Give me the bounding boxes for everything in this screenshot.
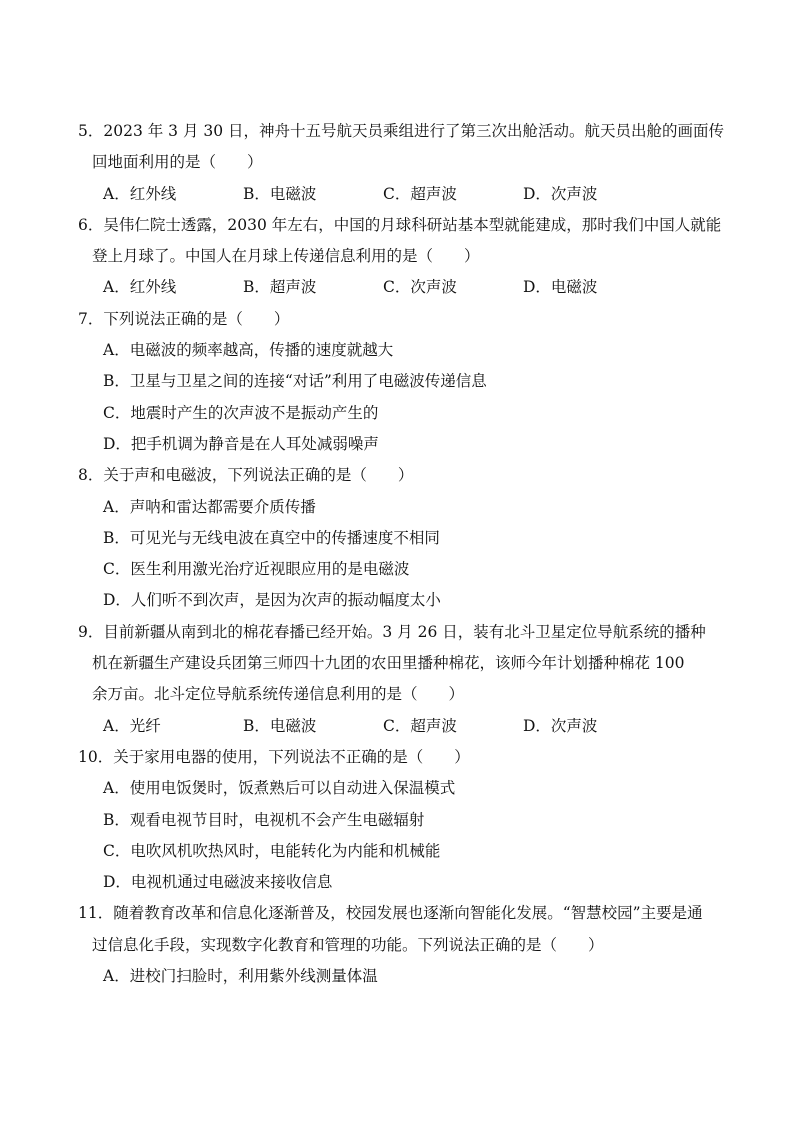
- options-row: [78, 711, 728, 742]
- option-c: C．超声波: [383, 184, 457, 203]
- options-row: [78, 272, 728, 303]
- stem-line: 下列说法正确的是（ ）: [103, 309, 290, 328]
- question-list: [78, 116, 728, 992]
- question-6: [78, 210, 728, 304]
- option-d: D．电磁波: [523, 278, 598, 297]
- option-b: B．观看电视节目时，电视机不会产生电磁辐射: [103, 810, 425, 829]
- question-9: [78, 617, 728, 742]
- question-number: 10．: [78, 747, 114, 766]
- option-a: A．使用电饭煲时，饭煮熟后可以自动进入保温模式: [103, 779, 456, 798]
- question-stem: [78, 460, 728, 491]
- option-d: D．次声波: [523, 716, 598, 735]
- stem-line: 登上月球了。中国人在月球上传递信息利用的是（ ）: [92, 247, 480, 266]
- option-b: B．卫星与卫星之间的连接“对话”利用了电磁波传递信息: [103, 372, 487, 391]
- question-stem: [78, 116, 728, 147]
- option-d: D．次声波: [523, 184, 598, 203]
- question-11: [78, 898, 728, 992]
- question-number: 8．: [78, 466, 104, 485]
- question-5: [78, 116, 728, 210]
- question-stem: [78, 742, 728, 773]
- option-a: A．声呐和雷达都需要介质传播: [103, 497, 316, 516]
- question-8: [78, 460, 728, 616]
- question-stem: [78, 210, 728, 241]
- question-stem: [78, 898, 728, 929]
- stem-line: 2023 年 3 月 30 日，神舟十五号航天员乘组进行了第三次出舱活动。航天员出舱的画面传: [103, 122, 725, 140]
- question-number: 11．: [78, 904, 114, 923]
- question-stem: [78, 304, 728, 335]
- option-c: C．次声波: [383, 278, 457, 297]
- stem-line: 目前新疆从南到北的棉花春播已经开始。3 月 26 日，装有北斗卫星定位导航系统的播种: [103, 622, 706, 641]
- stem-line: 余万亩。北斗定位导航系统传递信息利用的是（ ）: [92, 685, 465, 704]
- stem-line: 机在新疆生产建设兵团第三师四十九团的农田里播种棉花，该师今年计划播种棉花 100: [92, 654, 685, 673]
- option-a: A．进校门扫脸时，利用紫外线测量体温: [103, 967, 378, 986]
- question-number: 7．: [78, 309, 104, 328]
- option-a: A．电磁波的频率越高，传播的速度就越大: [103, 341, 394, 360]
- question-number: 9．: [78, 622, 104, 641]
- option-c: C．地震时产生的次声波不是振动产生的: [103, 403, 379, 422]
- option-b: B．超声波: [243, 278, 317, 297]
- stem-line: 回地面利用的是（ ）: [92, 153, 263, 172]
- question-number: 6．: [78, 215, 104, 234]
- option-b: B．可见光与无线电波在真空中的传播速度不相同: [103, 528, 440, 547]
- option-b: B．电磁波: [243, 716, 317, 735]
- option-b: B．电磁波: [243, 184, 317, 203]
- question-7: [78, 304, 728, 460]
- option-d: D．电视机通过电磁波来接收信息: [103, 873, 333, 892]
- stem-line: 过信息化手段，实现数字化教育和管理的功能。下列说法正确的是（ ）: [92, 935, 604, 954]
- option-c: C．医生利用激光治疗近视眼应用的是电磁波: [103, 560, 410, 579]
- option-a: A．红外线: [103, 184, 177, 203]
- stem-line: 吴伟仁院士透露，2030 年左右，中国的月球科研站基本型就能建成，那时我们中国人就能: [103, 215, 722, 234]
- question-number: 5．: [78, 122, 104, 140]
- stem-line: 关于家用电器的使用，下列说法不正确的是（ ）: [113, 747, 470, 766]
- stem-line: 随着教育改革和信息化逐渐普及，校园发展也逐渐向智能化发展。“智慧校园”主要是通: [113, 904, 703, 923]
- option-a: A．光纤: [103, 716, 161, 735]
- option-c: C．超声波: [383, 716, 457, 735]
- option-d: D．人们听不到次声，是因为次声的振动幅度太小: [103, 591, 441, 610]
- question-stem: [78, 617, 728, 648]
- option-a: A．红外线: [103, 278, 177, 297]
- question-10: [78, 742, 728, 898]
- option-d: D．把手机调为静音是在人耳处减弱噪声: [103, 434, 379, 453]
- stem-line: 关于声和电磁波，下列说法正确的是（ ）: [103, 466, 414, 485]
- options-row: [78, 179, 728, 210]
- option-c: C．电吹风机吹热风时，电能转化为内能和机械能: [103, 841, 441, 860]
